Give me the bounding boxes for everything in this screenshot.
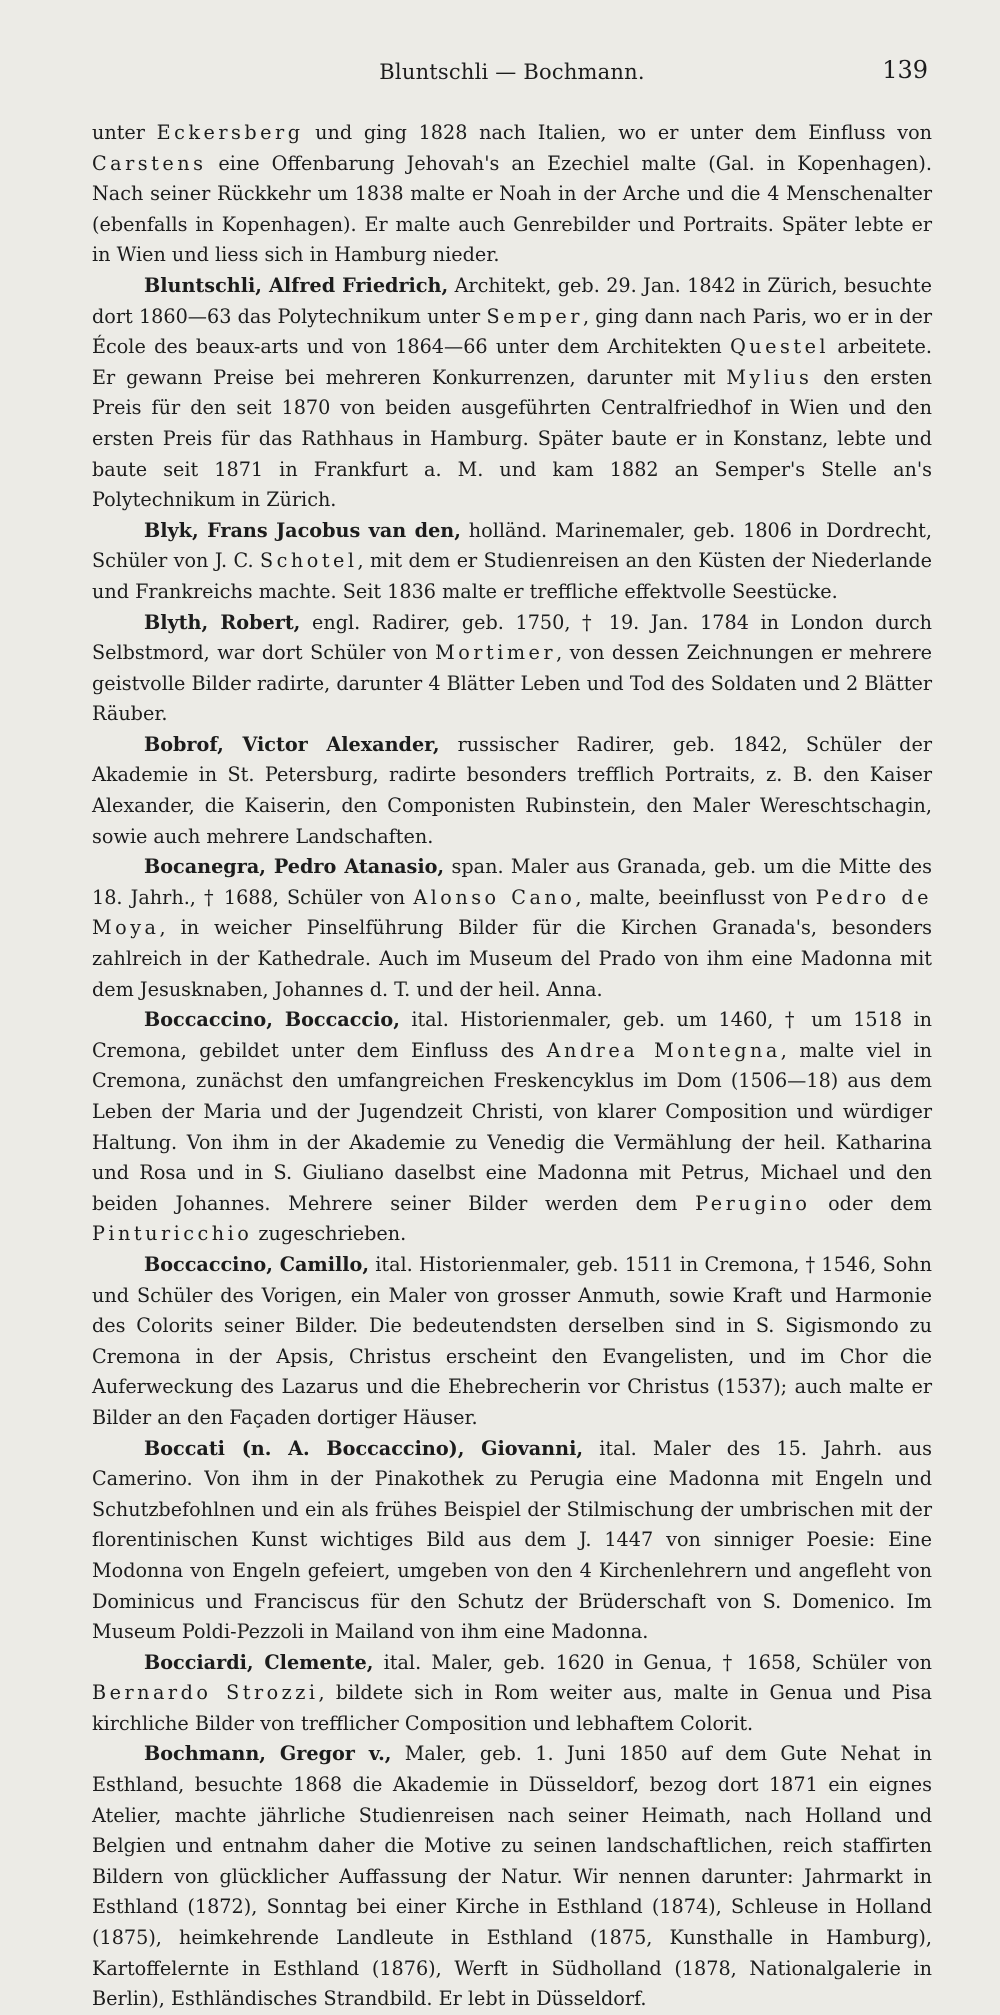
entry-text: , in weicher Pinselführung Bilder für die Kirchen Granada's, besonders zahlreich in der Kathedrale. Auch im Museum del Prado von ihm eine Madonna mit dem Jesusknaben, Johannes d. T. und der heil. Anna. — [92, 916, 932, 1001]
spaced-name: Carstens — [92, 151, 207, 175]
entry-text: , mit dem er Studienreisen an den Küsten der Niederlande und Frankreichs machte. Seit 1836 malte er treffliche effektvolle Seestücke. — [92, 549, 933, 603]
entry-text: unter — [92, 121, 157, 144]
spaced-name: Pedro de Moya — [92, 885, 933, 940]
entry-text: , malte viel in Cremona, zunächst den umfangreichen Freskencyklus im Dom (1506—18) aus dem Leben der Maria und der Jugendzeit Christi, von klarer Composition und würdiger Haltung. Von ihm in der Akademie zu Venedig die Vermählung der heil. Katharina und Rosa und in S. Giuliano daselbst eine Madonna mit Petrus, Michael und den beiden Johannes. Mehrere seiner Bilder werden dem — [92, 1038, 933, 1215]
entry-headword: Bochmann, Gregor v., — [144, 1742, 392, 1766]
entry-text: , von dessen Zeichnungen er mehrere geistvolle Bilder radirte, darunter 4 Blätter Leben und Tod des Soldaten und 2 Blätter Räuber. — [92, 641, 932, 726]
spaced-name: Mortimer — [435, 641, 557, 665]
page-number: 139 — [882, 56, 928, 84]
entry-text: und ging 1828 nach Italien, wo er unter dem Einfluss von — [303, 121, 932, 144]
dictionary-entry — [92, 852, 932, 1005]
entry-text: , malte, beeinflusst von — [575, 885, 816, 909]
entry-text: ital. Historienmaler, geb. 1511 in Cremona, † 1546, Sohn und Schüler des Vorigen, ein Maler von grosser Anmuth, sowie Kraft und Harmonie des Colorits seiner Bilder. Die bedeutendsten derselben sind in S. Sigismondo zu Cremona in der Apsis, Christus erscheint den Evangelisten, und im Chor die Auferweckung des Lazarus und die Ehebrecherin vor Christus (1537); auch malte er Bilder an den Façaden dortiger Häuser. — [92, 1252, 932, 1429]
running-title: Bluntschli — Bochmann. — [379, 60, 645, 84]
dictionary-entry — [92, 1005, 932, 1250]
entry-headword: Bobrof, Victor Alexander, — [144, 732, 440, 756]
spaced-name: Andrea Montegna — [546, 1038, 781, 1062]
entry-headword: Bocciardi, Clemente, — [144, 1650, 374, 1674]
dictionary-entry — [92, 1739, 932, 2014]
dictionary-entry — [92, 1250, 932, 1434]
dictionary-entry — [92, 1434, 932, 1648]
dictionary-entry — [92, 516, 932, 608]
spaced-name: Alonso Cano — [413, 885, 576, 909]
spaced-name: Schotel — [260, 549, 358, 573]
spaced-name: Perugino — [695, 1191, 811, 1215]
dictionary-entry — [92, 730, 932, 852]
dictionary-entry — [92, 608, 932, 730]
entry-text: zugeschrieben. — [252, 1222, 407, 1246]
spaced-name: Pinturicchio — [92, 1222, 253, 1246]
spaced-name: Eckersberg — [156, 121, 304, 144]
spaced-name: Bernardo Strozzi — [92, 1681, 319, 1705]
entry-headword: Bocanegra, Pedro Atanasio, — [144, 855, 445, 879]
entry-headword: Boccati (n. A. Boccaccino), Giovanni, — [144, 1436, 584, 1460]
entry-text: arbeitete. Er gewann Preise bei mehreren Konkurrenzen, darunter mit — [92, 335, 932, 389]
entry-text: ital. Maler, geb. 1620 in Genua, † 1658, Schüler von — [373, 1650, 933, 1674]
entry-headword: Blyth, Robert, — [144, 610, 301, 634]
entry-text: Maler, geb. 1. Juni 1850 auf dem Gute Nehat in Esthland, besuchte 1868 die Akademie in Düsseldorf, bezog dort 1871 ein eignes Atelier, machte jährliche Studienreisen nach seiner Heimath, nach Holland und Belgien und entnahm daher die Motive zu seinen landschaftlichen, reich staffirten Bildern von glücklicher Auffassung der Natur. Wir nennen darunter: Jahrmarkt in Esthland (1872), Sonntag bei einer Kirche in Esthland (1874), Schleuse in Holland (1875), heimkehrende Landleute in Esthland (1875, Kunsthalle in Hamburg), Kartoffelernte in Esthland (1876), Werft in Südholland (1878, Nationalgalerie in Berlin), Esthländisches Strandbild. Er lebt in Düsseldorf. — [92, 1742, 932, 2011]
entry-text: span. Maler aus Granada, geb. um die Mitte des 18. Jahrh., † 1688, Schüler von — [92, 855, 933, 909]
entry-text: , bildete sich in Rom weiter aus, malte in Genua und Pisa kirchliche Bilder von trefflicher Composition und lebhaftem Colorit. — [92, 1681, 932, 1735]
spaced-name: Semper — [486, 304, 583, 328]
entry-headword: Boccaccino, Camillo, — [144, 1252, 370, 1276]
entry-text: oder dem — [810, 1191, 932, 1215]
entry-text: , ging dann nach Paris, wo er in der École des beaux-arts und von 1864—66 unter dem Architekten — [92, 304, 933, 359]
entry-headword: Bluntschli, Alfred Friedrich, — [144, 273, 449, 297]
dictionary-entries — [92, 118, 932, 2015]
spaced-name: Mylius — [726, 365, 813, 389]
entry-text: ital. Historienmaler, geb. um 1460, † um 1518 in Cremona, gebildet unter dem Einfluss des — [92, 1008, 932, 1062]
entry-text: den ersten Preis für den seit 1870 von beiden ausgeführten Centralfriedhof in Wien und den ersten Preis für das Rathhaus in Hamburg. Später baute er in Konstanz, lebte und baute seit 1871 in Frankfurt a. M. und kam 1882 an Semper's Stelle an's Polytechnikum in Zürich. — [92, 365, 932, 512]
dictionary-entry — [92, 271, 932, 516]
entry-text: ital. Maler des 15. Jahrh. aus Camerino. Von ihm in der Pinakothek zu Perugia eine Madonna mit Engeln und Schutzbefohlnen und ein als frühes Beispiel der Stilmischung der umbrischen mit der florentinischen Kunst wichtiges Bild aus dem J. 1447 von sinniger Poesie: Eine Modonna von Engeln gefeiert, umgeben von den 4 Kirchenlehrern und angefleht von Dominicus und Franciscus für den Schutz der Brüderschaft von S. Domenico. Im Museum Poldi-Pezzoli in Mailand von ihm eine Madonna. — [92, 1436, 932, 1644]
dictionary-entry — [92, 118, 932, 271]
entry-text: russischer Radirer, geb. 1842, Schüler der Akademie in St. Petersburg, radirte besonders trefflich Portraits, z. B. den Kaiser Alexander, die Kaiserin, den Componisten Rubinstein, den Maler Wereschtschagin, sowie auch mehrere Landschaften. — [92, 732, 932, 848]
spaced-name: Questel — [730, 335, 830, 359]
entry-headword: Blyk, Frans Jacobus van den, — [144, 518, 461, 542]
entry-text: holländ. Marinemaler, geb. 1806 in Dordrecht, Schüler von J. C. — [92, 518, 932, 573]
entry-text: Architekt, geb. 29. Jan. 1842 in Zürich, besuchte dort 1860—63 das Polytechnikum unter — [92, 273, 932, 328]
entry-text: engl. Radirer, geb. 1750, † 19. Jan. 1784 in London durch Selbstmord, war dort Schüler von — [92, 610, 932, 665]
entry-text: eine Offenbarung Jehovah's an Ezechiel malte (Gal. in Kopenhagen). Nach seiner Rückkehr um 1838 malte er Noah in der Arche und die 4 Menschenalter (ebenfalls in Kopenhagen). Er malte auch Genrebilder und Portraits. Später lebte er in Wien und liess sich in Hamburg nieder. — [92, 151, 932, 267]
entry-headword: Boccaccino, Boccaccio, — [144, 1008, 400, 1032]
running-head — [92, 52, 932, 92]
dictionary-entry — [92, 1648, 932, 1740]
